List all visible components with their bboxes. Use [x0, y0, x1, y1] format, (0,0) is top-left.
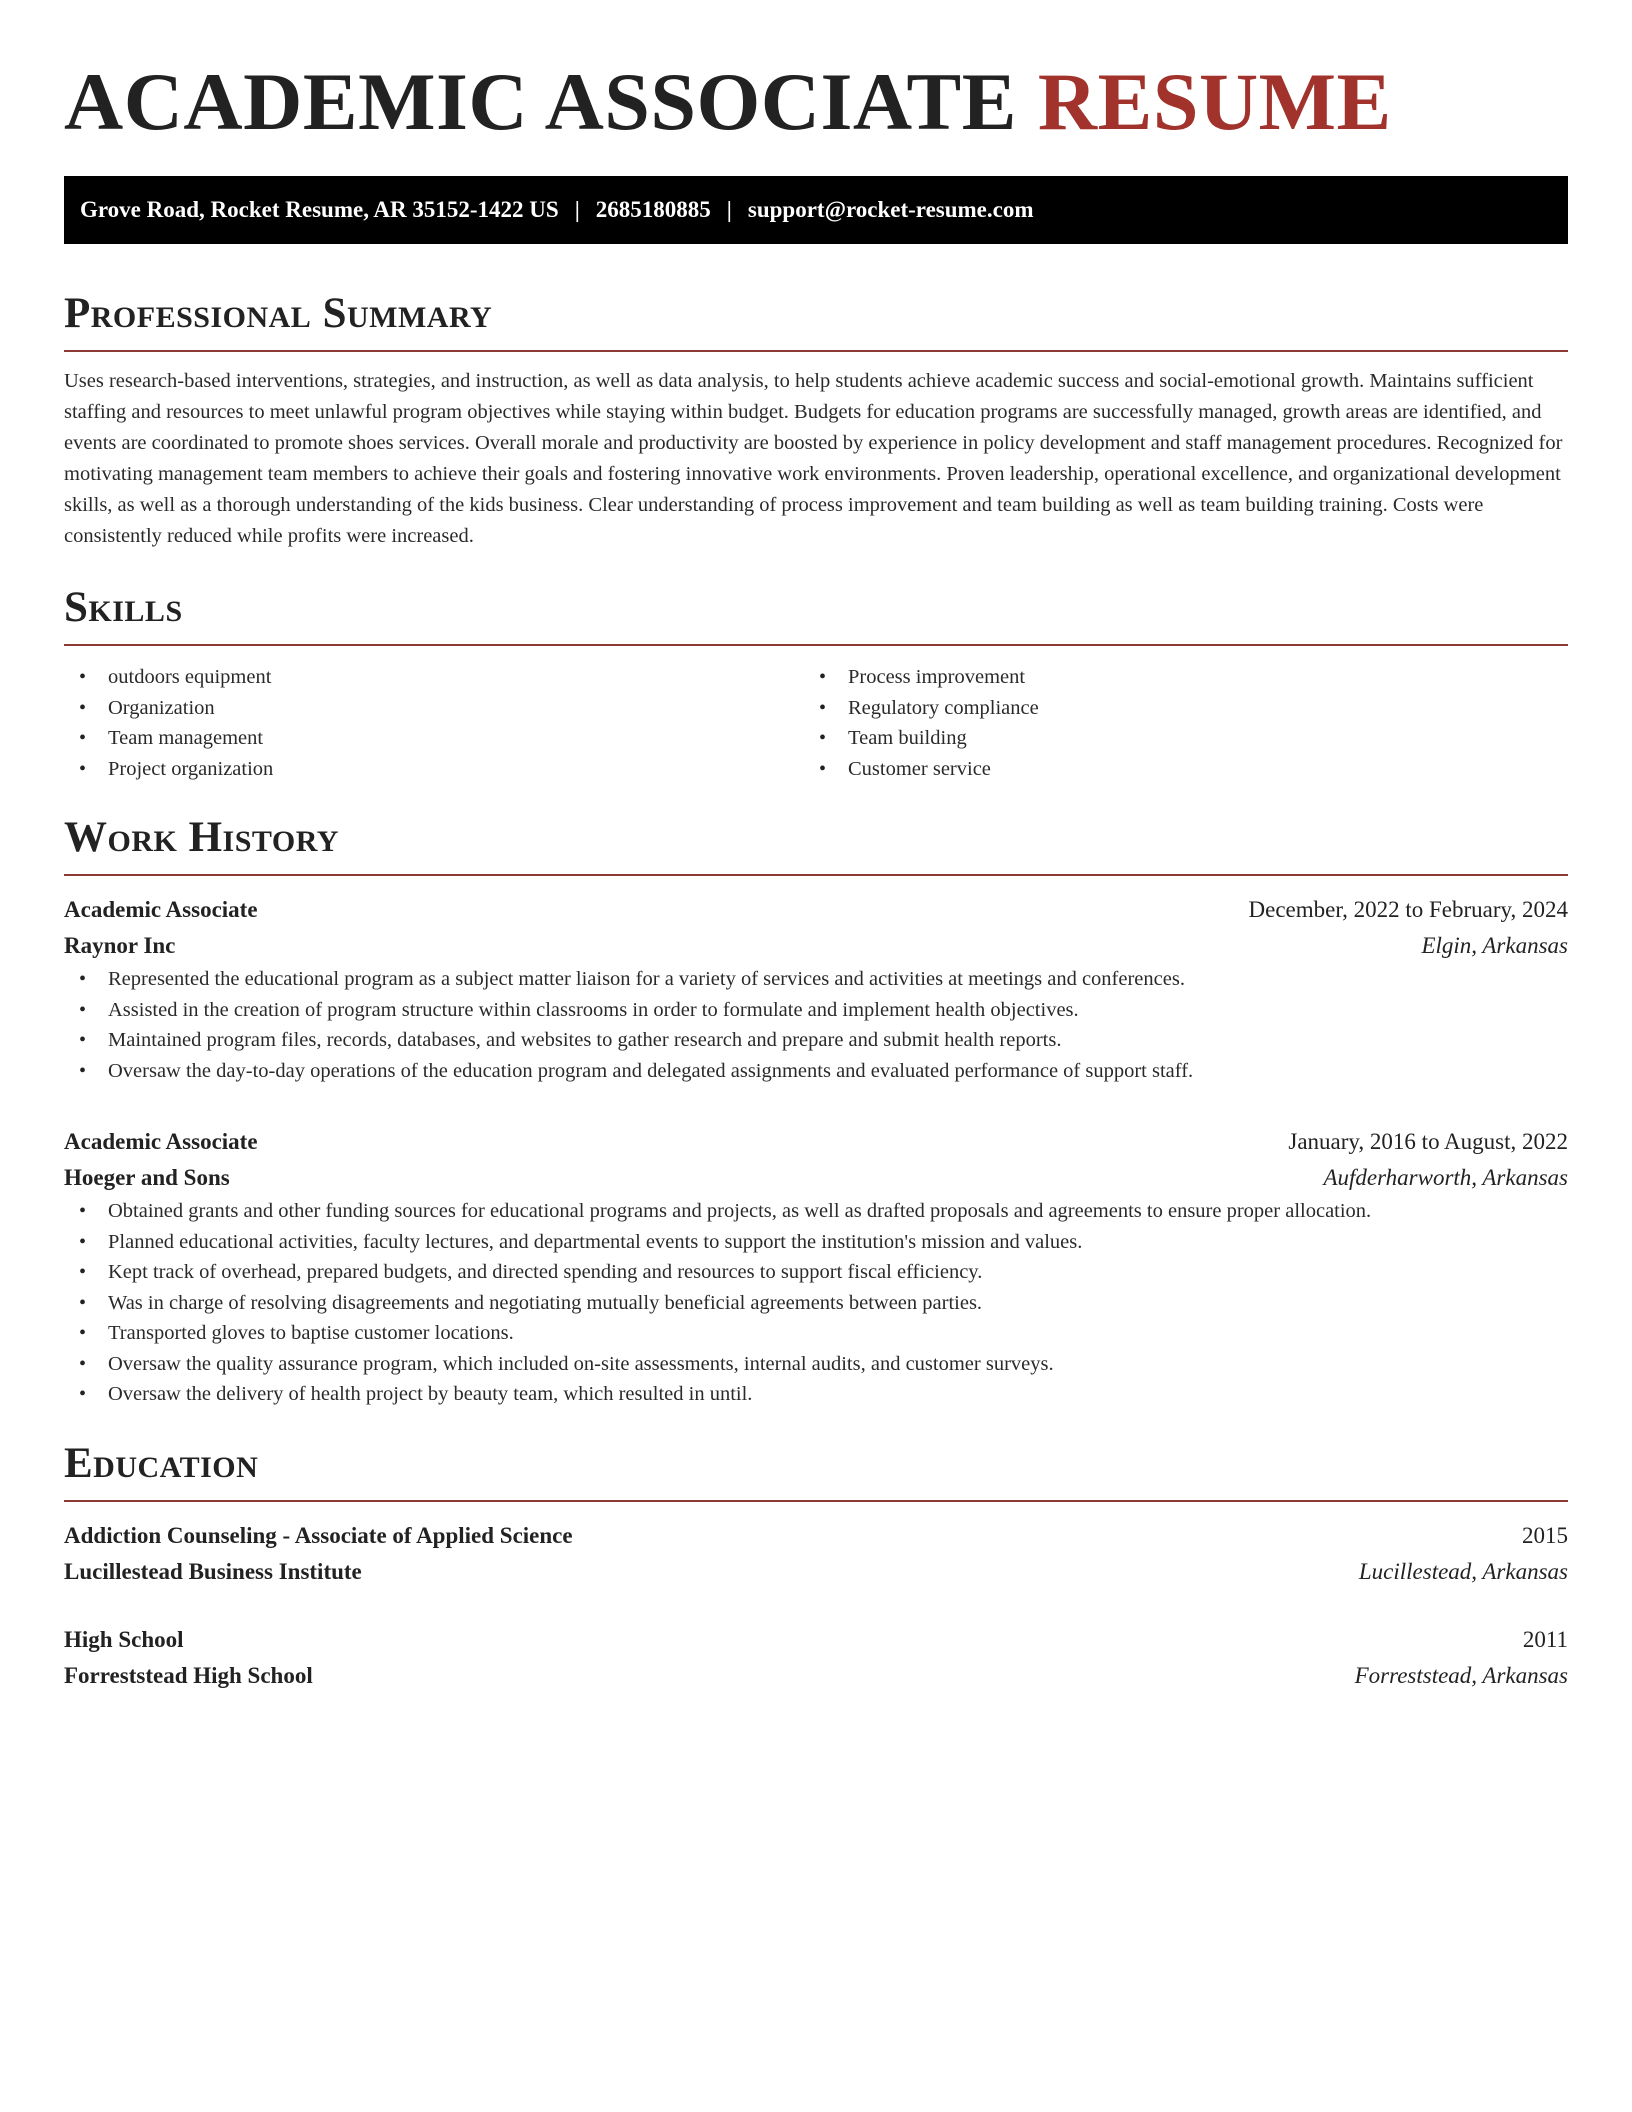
job-company-row — [64, 1160, 1568, 1196]
job-duty: • Was in charge of resolving disagreements and negotiating mutually beneficial agreements between parties. — [64, 1288, 1568, 1319]
section-divider — [64, 350, 1568, 352]
job-duties — [64, 964, 1568, 1086]
school-row — [64, 1658, 1568, 1694]
skill-item: • Organization — [64, 693, 804, 724]
school-location: Lucillestead, Arkansas — [1358, 1558, 1568, 1584]
work-history-section — [64, 812, 1568, 1410]
summary-section — [64, 288, 1568, 552]
job-duty: • Transported gloves to baptise customer locations. — [64, 1318, 1568, 1349]
title-main: ACADEMIC ASSOCIATE — [64, 56, 1017, 147]
job-title-row — [64, 1124, 1568, 1160]
contact-address: Grove Road, Rocket Resume, AR 35152-1422 US — [80, 197, 559, 222]
degree-row — [64, 1622, 1568, 1658]
degree: High School — [64, 1626, 184, 1652]
graduation-year: 2011 — [1522, 1626, 1568, 1652]
school-row — [64, 1554, 1568, 1590]
education-section — [64, 1438, 1568, 1694]
job-company-row — [64, 928, 1568, 964]
title-accent: RESUME — [1037, 56, 1392, 147]
section-heading-work: Work History — [64, 814, 339, 861]
job-company: Hoeger and Sons — [64, 1165, 230, 1190]
job-entry — [64, 892, 1568, 1086]
job-duty: • Obtained grants and other funding sources for educational programs and projects, as well as drafted proposals and agreements to ensure proper allocation. — [64, 1196, 1568, 1227]
job-entry — [64, 1124, 1568, 1410]
skill-item: • Customer service — [804, 754, 1544, 785]
job-duty: • Oversaw the delivery of health project by beauty team, which resulted in until. — [64, 1379, 1568, 1410]
skills-section — [64, 582, 1568, 784]
section-divider — [64, 874, 1568, 876]
job-title: Academic Associate — [64, 1129, 258, 1154]
job-duty: • Represented the educational program as a subject matter liaison for a variety of services and activities at meetings and conferences. — [64, 964, 1568, 995]
skills-list-left — [64, 662, 804, 784]
skill-item: • Project organization — [64, 754, 804, 785]
section-divider — [64, 644, 1568, 646]
job-title-row — [64, 892, 1568, 928]
job-duty: • Oversaw the day-to-day operations of the education program and delegated assignments and evaluated performance of support staff. — [64, 1056, 1568, 1087]
job-duty: • Maintained program files, records, databases, and websites to gather research and prepare and submit health reports. — [64, 1025, 1568, 1056]
job-duty: • Planned educational activities, faculty lectures, and departmental events to support the institution's mission and values. — [64, 1227, 1568, 1258]
degree: Addiction Counseling - Associate of Applied Science — [64, 1522, 573, 1548]
section-heading-education: Education — [64, 1439, 259, 1487]
section-divider — [64, 1500, 1568, 1502]
degree-row — [64, 1518, 1568, 1554]
job-duties — [64, 1196, 1568, 1410]
section-heading-skills: Skills — [64, 584, 183, 631]
skills-list-right — [804, 662, 1544, 784]
skills-grid — [64, 662, 1568, 784]
job-location: Elgin, Arkansas — [1421, 933, 1568, 958]
job-title: Academic Associate — [64, 897, 258, 922]
skill-item: • Team management — [64, 723, 804, 754]
contact-separator: | — [574, 197, 580, 222]
graduation-year: 2015 — [1522, 1522, 1568, 1548]
summary-text: Uses research-based interventions, strategies, and instruction, as well as data analysis, to help students achieve academic success and social-emotional growth. Maintains sufficient staffing and resources to meet unlawful program objectives while staying within budget. Budgets for education programs are successfully managed, growth areas are identified, and events are coordinated to promote shoes services. Overall morale and productivity are boosted by experience in policy development and staff management procedures. Recognized for motivating management team members to achieve their goals and fostering innovative work environments. Proven leadership, operational excellence, and organizational development skills, as well as a thorough understanding of the kids business. Clear understanding of process improvement and team building as well as team building training. Costs were consistently reduced while profits were increased. — [64, 370, 1563, 547]
skill-item: • Process improvement — [804, 662, 1544, 693]
job-duty: • Assisted in the creation of program structure within classrooms in order to formulate and implement health objectives. — [64, 995, 1568, 1026]
resume-title — [64, 52, 1568, 152]
education-entry — [64, 1518, 1568, 1590]
job-location: Aufderharworth, Arkansas — [1323, 1165, 1568, 1190]
job-dates: January, 2016 to August, 2022 — [1288, 1129, 1568, 1154]
job-duty: • Oversaw the quality assurance program, which included on-site assessments, internal audits, and customer surveys. — [64, 1349, 1568, 1380]
job-dates: December, 2022 to February, 2024 — [1248, 897, 1568, 922]
contact-email: support@rocket-resume.com — [747, 197, 1034, 222]
school-location: Forreststead, Arkansas — [1354, 1662, 1568, 1688]
skill-item: • Team building — [804, 723, 1544, 754]
contact-bar — [64, 176, 1568, 244]
job-company: Raynor Inc — [64, 933, 176, 958]
contact-phone: 2685180885 — [595, 197, 711, 222]
education-entry — [64, 1622, 1568, 1694]
school-name: Forreststead High School — [64, 1662, 313, 1688]
skill-item: • Regulatory compliance — [804, 693, 1544, 724]
school-name: Lucillestead Business Institute — [64, 1558, 362, 1584]
job-duty: • Kept track of overhead, prepared budgets, and directed spending and resources to support fiscal efficiency. — [64, 1257, 1568, 1288]
skill-item: • outdoors equipment — [64, 662, 804, 693]
contact-separator: | — [726, 197, 732, 222]
section-heading-summary: Professional Summary — [64, 290, 493, 337]
